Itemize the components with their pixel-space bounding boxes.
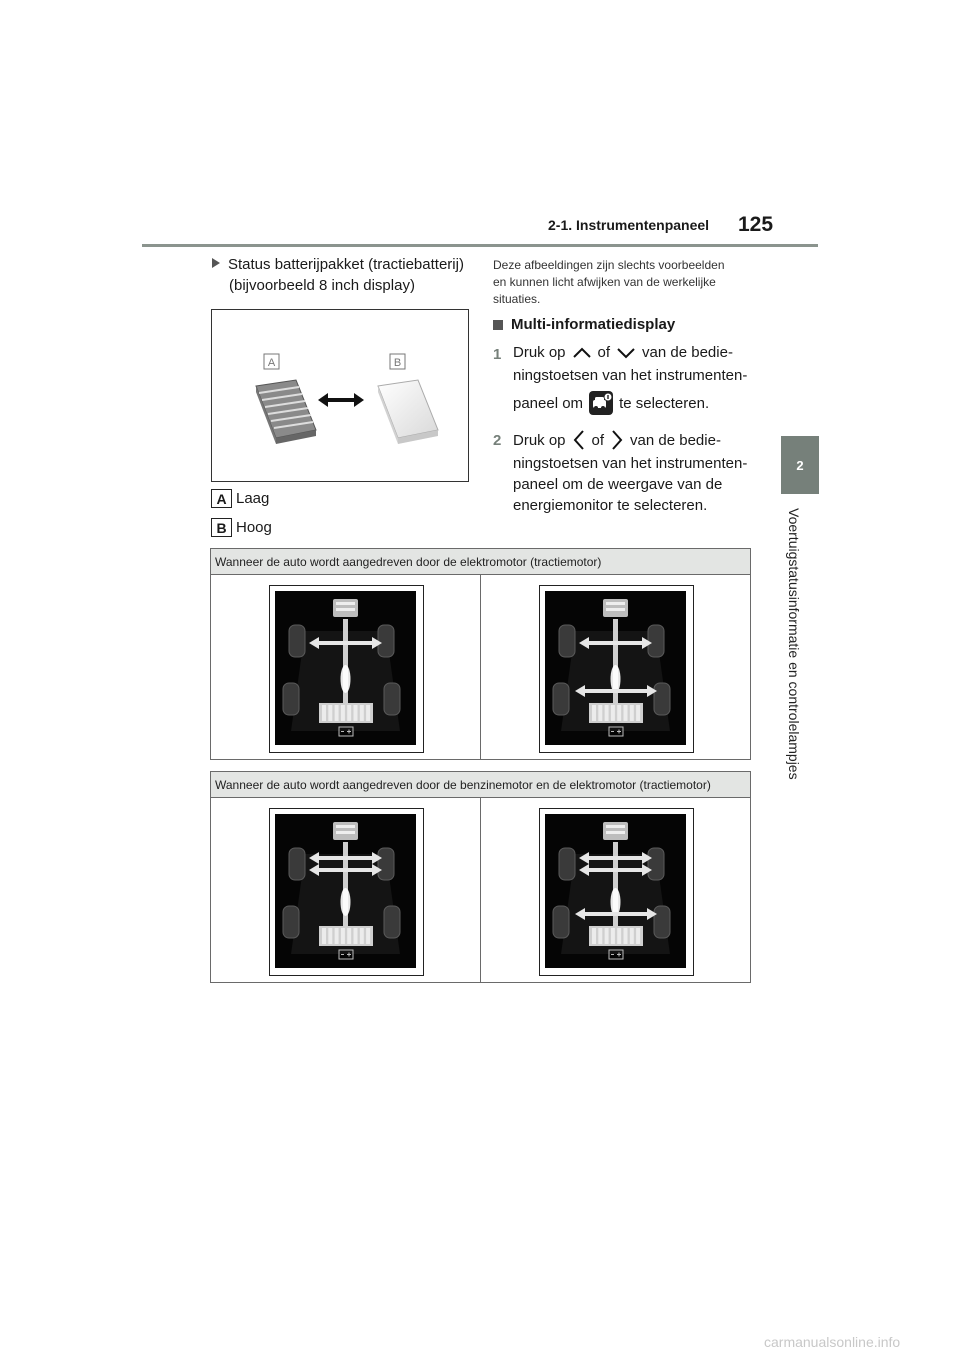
legend-item-a [211, 489, 269, 508]
diagram-group [545, 591, 686, 745]
wheel-icon [289, 625, 305, 657]
engine-icon [333, 822, 358, 840]
step-1-number: 1 [493, 346, 502, 363]
bullet-text-line1: Status batterijpakket (tractiebatterij) [228, 256, 464, 273]
engine-icon [603, 822, 628, 840]
watermark: carmanualsonline.info [764, 1334, 901, 1350]
energy-glow [341, 888, 351, 916]
diagram-group [275, 814, 416, 968]
legend-key-a: A [211, 489, 232, 508]
table-heading: Wanneer de auto wordt aangedreven door de elektromotor (tractiemotor) [211, 549, 750, 575]
table-electric-drive [210, 548, 751, 760]
table-hybrid-drive [210, 771, 751, 983]
legend-item-b [211, 518, 272, 537]
wheel-icon [559, 625, 575, 657]
wheel-icon [384, 906, 400, 938]
step-2-line2: ningstoetsen van het instrumenten- [513, 455, 748, 472]
battery-pack-icon [589, 703, 643, 723]
wheel-icon [648, 848, 664, 880]
chapter-number: 2 [796, 457, 804, 473]
wheel-icon [283, 683, 299, 715]
energy-monitor-image [539, 808, 694, 976]
wheel-icon [378, 625, 394, 657]
chevron-down-icon [616, 347, 636, 359]
wheel-icon [378, 848, 394, 880]
step-2-number: 2 [493, 432, 502, 449]
section-title: 2-1. Instrumentenpaneel [548, 217, 710, 233]
table-cell [211, 798, 480, 982]
legend-key-b: B [211, 518, 232, 537]
energy-glow [341, 665, 351, 693]
chapter-title: Voertuigstatusinformatie en controlelampjes [786, 508, 802, 780]
energy-monitor-image [269, 585, 424, 753]
battery-low-icon [256, 380, 316, 444]
energy-monitor-image [539, 585, 694, 753]
step-2-line4: energiemonitor te selecteren. [513, 497, 708, 514]
step-1-line2: ningstoetsen van het instrumenten- [513, 367, 748, 384]
energy-flow-diagram [545, 814, 686, 968]
battery-pack-icon [589, 926, 643, 946]
energy-flow-diagram [545, 591, 686, 745]
chevron-left-icon [572, 429, 586, 451]
step-2-line1: Druk op of van de bedie- [513, 429, 721, 451]
double-arrow-icon [318, 393, 364, 407]
wheel-icon [648, 625, 664, 657]
vehicle-info-icon [589, 391, 613, 415]
engine-icon [603, 599, 628, 617]
table-heading: Wanneer de auto wordt aangedreven door de benzinemotor en de elektromotor (tractiemotor) [211, 772, 750, 798]
table-cell [480, 798, 750, 982]
subheading [493, 316, 675, 333]
chevron-right-icon [610, 429, 624, 451]
chapter-title-vertical [786, 508, 812, 780]
legend-text-b: Hoog [236, 519, 272, 536]
energy-glow [611, 888, 621, 916]
note-line: situaties. [493, 292, 541, 306]
note-text [493, 257, 768, 308]
subheading-text: Multi-informatiedisplay [511, 316, 676, 333]
diagram-group [545, 814, 686, 968]
wheel-icon [289, 848, 305, 880]
energy-monitor-image [269, 808, 424, 976]
step-2-line3: paneel om de weergave van de [513, 476, 723, 493]
wheel-icon [654, 906, 670, 938]
diagram-group [275, 591, 416, 745]
label-a-text: A [267, 357, 276, 369]
note-line: Deze afbeeldingen zijn slechts voorbeelden [493, 258, 725, 272]
battery-figure [211, 309, 469, 482]
wheel-icon [654, 683, 670, 715]
energy-flow-diagram [275, 591, 416, 745]
note-line: en kunnen licht afwijken van de werkelijke [493, 275, 716, 289]
wheel-icon [283, 906, 299, 938]
wheel-icon [553, 906, 569, 938]
battery-illustration [212, 310, 468, 481]
bullet-item [212, 254, 464, 275]
engine-icon [333, 599, 358, 617]
label-b-text: B [393, 357, 402, 369]
battery-high-icon [378, 380, 438, 444]
wheel-icon [384, 683, 400, 715]
bullet-text-line2: (bijvoorbeeld 8 inch display) [229, 277, 415, 294]
bullet-triangle-icon [212, 258, 220, 268]
page-number: 125 [738, 213, 774, 236]
battery-pack-icon [319, 926, 373, 946]
legend-text-a: Laag [236, 490, 270, 507]
table-cell [211, 575, 480, 759]
energy-flow-diagram [275, 814, 416, 968]
step-1-line1: Druk op of van de bedie- [513, 344, 733, 361]
energy-glow [611, 665, 621, 693]
chapter-tab[interactable] [781, 436, 819, 494]
wheel-icon [553, 683, 569, 715]
wheel-icon [559, 848, 575, 880]
chevron-up-icon [572, 347, 592, 359]
step-1-line3: paneel om te selecteren. [513, 391, 709, 415]
square-bullet-icon [493, 320, 503, 330]
battery-pack-icon [319, 703, 373, 723]
header-rule [142, 244, 818, 247]
table-cell [480, 575, 750, 759]
